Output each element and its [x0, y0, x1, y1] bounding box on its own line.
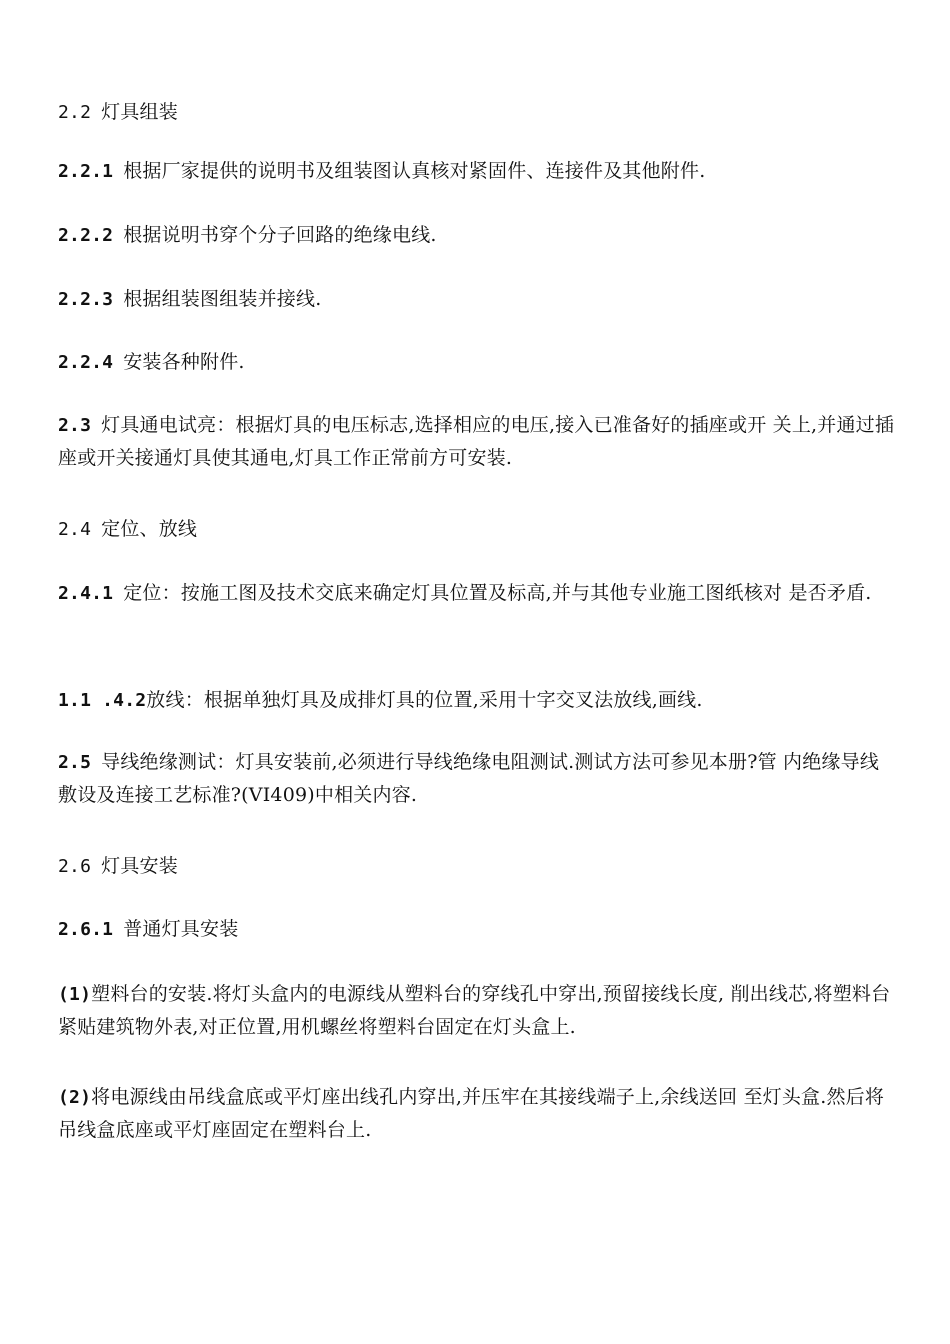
- paragraph-2-4-1: [58, 577, 896, 610]
- list-marker: (1): [58, 984, 92, 1005]
- paragraph-1-1-4-2: [58, 684, 896, 717]
- section-text: 普通灯具安装: [123, 918, 239, 940]
- section-number: 2.2.2: [58, 225, 114, 246]
- section-number: 2.2: [58, 102, 92, 123]
- paragraph-2-5: [58, 746, 896, 812]
- section-number: 2.6.1: [58, 919, 114, 940]
- section-number: 2.4: [58, 519, 92, 540]
- section-text: 根据组装图组装并接线.: [123, 288, 322, 310]
- paragraph-2-2-2: [58, 219, 896, 252]
- section-text: 安装各种附件.: [123, 351, 245, 373]
- paragraph-2-6-1: [58, 913, 896, 946]
- paragraph-2-3: [58, 409, 896, 475]
- section-text: 定位：按施工图及技术交底来确定灯具位置及标高,并与其他专业施工图纸核对 是否矛盾.: [123, 582, 872, 604]
- section-number: 2.2.1: [58, 161, 114, 182]
- section-number: 2.2.4: [58, 352, 114, 373]
- list-item-1: [58, 978, 896, 1044]
- section-text: 导线绝缘测试：灯具安装前,必须进行导线绝缘电阻测试.测试方法可参见本册?管 内绝缘导线敷设及连接工艺标准?(VI409)中相关内容.: [58, 751, 880, 806]
- section-number: 1.1 .4.2: [58, 690, 147, 711]
- section-text: 定位、放线: [101, 518, 198, 540]
- section-text: 灯具安装: [101, 855, 178, 877]
- section-number: 2.4.1: [58, 583, 114, 604]
- heading-2-6: [58, 850, 896, 883]
- section-number: 2.3: [58, 415, 92, 436]
- section-number: 2.5: [58, 752, 92, 773]
- heading-2-2: [58, 96, 896, 129]
- heading-2-4: [58, 513, 896, 546]
- paragraph-2-2-3: [58, 283, 896, 316]
- list-text: 塑料台的安装.将灯头盒内的电源线从塑料台的穿线孔中穿出,预留接线长度, 削出线芯,将塑料台紧贴建筑物外表,对正位置,用机螺丝将塑料台固定在灯头盒上.: [58, 983, 891, 1038]
- list-text: 将电源线由吊线盒底或平灯座出线孔内穿出,并压牢在其接线端子上,余线送回 至灯头盒.然后将吊线盒底座或平灯座固定在塑料台上.: [58, 1086, 885, 1141]
- section-text: 灯具组装: [101, 101, 178, 123]
- section-text: 根据说明书穿个分子回路的绝缘电线.: [123, 224, 437, 246]
- paragraph-2-2-4: [58, 346, 896, 379]
- section-number: 2.6: [58, 856, 92, 877]
- list-item-2: [58, 1081, 896, 1147]
- section-text: 灯具通电试亮：根据灯具的电压标志,选择相应的电压,接入已准备好的插座或开 关上,并通过插座或开关接通灯具使其通电,灯具工作正常前方可安装.: [58, 414, 895, 469]
- section-text: 放线：根据单独灯具及成排灯具的位置,采用十字交叉法放线,画线.: [146, 689, 703, 711]
- section-text: 根据厂家提供的说明书及组装图认真核对紧固件、连接件及其他附件.: [123, 160, 706, 182]
- section-number: 2.2.3: [58, 289, 114, 310]
- list-marker: (2): [58, 1087, 92, 1108]
- paragraph-2-2-1: [58, 155, 896, 188]
